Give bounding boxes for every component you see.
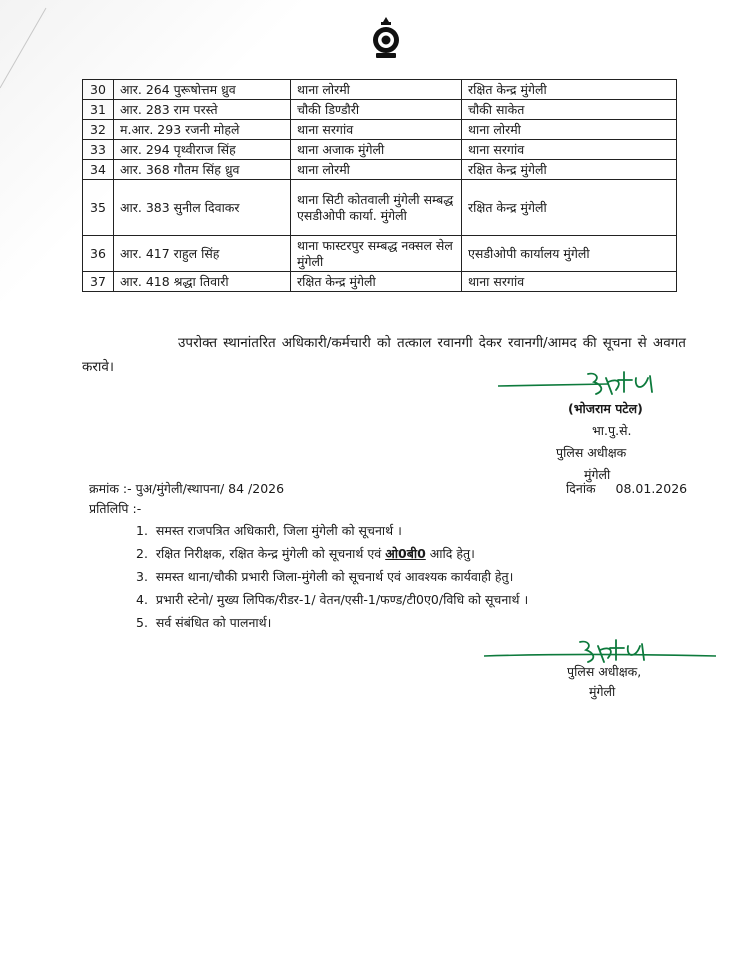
- to-cell: थाना सरगांव: [462, 272, 677, 292]
- signatory-service: भा.पु.से.: [592, 423, 632, 438]
- item-number: 1.: [136, 523, 148, 538]
- list-item: [136, 565, 528, 588]
- signatory-block-2: [567, 662, 641, 702]
- list-item: [136, 611, 528, 634]
- signatory2-designation: पुलिस अधीक्षक,: [567, 664, 642, 679]
- date-value: 08.01.2026: [615, 481, 688, 496]
- item-text: समस्त राजपत्रित अधिकारी, जिला मुंगेली को सूचनार्थ ।: [155, 523, 402, 538]
- name-cell: आर. 264 पुरूषोत्तम ध्रुव: [114, 80, 291, 100]
- from-cell: रक्षित केन्द्र मुंगेली: [291, 272, 462, 292]
- to-cell: थाना लोरमी: [462, 120, 677, 140]
- serial-cell: 33: [83, 140, 114, 160]
- signatory2-place: मुंगेली: [589, 684, 616, 699]
- copy-list: [136, 519, 528, 634]
- table-row: [83, 100, 677, 120]
- serial-cell: 37: [83, 272, 114, 292]
- date-label: दिनांक: [566, 481, 596, 496]
- serial-cell: 34: [83, 160, 114, 180]
- item-text: समस्त थाना/चौकी प्रभारी जिला-मुंगेली को सूचनार्थ एवं आवश्यक कार्यवाही हेतु।: [155, 569, 514, 584]
- item-number: 3.: [136, 569, 148, 584]
- signatory-block: [556, 398, 643, 486]
- to-cell: रक्षित केन्द्र मुंगेली: [462, 80, 677, 100]
- from-cell: थाना सरगांव: [291, 120, 462, 140]
- table-row: [83, 140, 677, 160]
- serial-cell: 31: [83, 100, 114, 120]
- copy-heading: प्रतिलिपि :-: [89, 501, 142, 516]
- list-item: [136, 542, 528, 565]
- from-cell: चौकी डिण्डौरी: [291, 100, 462, 120]
- item-number: 2.: [136, 546, 148, 561]
- item-emphasis: ओ0बी0: [385, 546, 426, 561]
- name-cell: आर. 294 पृथ्वीराज सिंह: [114, 140, 291, 160]
- serial-cell: 30: [83, 80, 114, 100]
- table-row: [83, 236, 677, 272]
- name-cell: आर. 417 राहुल सिंह: [114, 236, 291, 272]
- to-cell: थाना सरगांव: [462, 140, 677, 160]
- table-row: [83, 180, 677, 236]
- item-text: प्रभारी स्टेनो/ मुख्य लिपिक/रीडर-1/ वेतन/एसी-1/फण्ड/टी0ए0/विधि को सूचनार्थ ।: [155, 592, 529, 607]
- item-text: रक्षित निरीक्षक, रक्षित केन्द्र मुंगेली को सूचनार्थ एवं: [155, 546, 386, 561]
- to-cell: रक्षित केन्द्र मुंगेली: [462, 160, 677, 180]
- reference-number: क्रमांक :- पुअ/मुंगेली/स्थापना/ 84 /2026: [89, 481, 285, 496]
- list-item: [136, 519, 528, 542]
- serial-cell: 35: [83, 180, 114, 236]
- list-item: [136, 588, 528, 611]
- table-row: [83, 160, 677, 180]
- signatory-designation: पुलिस अधीक्षक: [556, 445, 627, 460]
- from-cell: थाना सिटी कोतवाली मुंगेली सम्बद्ध एसडीओपी कार्या. मुंगेली: [291, 180, 462, 236]
- signatory-name: (भोजराम पटेल): [568, 401, 643, 416]
- signatory-place: मुंगेली: [584, 467, 611, 482]
- to-cell: रक्षित केन्द्र मुंगेली: [462, 180, 677, 236]
- to-cell: चौकी साकेत: [462, 100, 677, 120]
- name-cell: आर. 418 श्रद्धा तिवारी: [114, 272, 291, 292]
- serial-cell: 36: [83, 236, 114, 272]
- instruction-text: उपरोक्त स्थानांतरित अधिकारी/कर्मचारी को तत्काल रवानगी देकर रवानगी/आमद की सूचना से अवगत करावे।: [82, 335, 686, 375]
- table-row: [83, 80, 677, 100]
- from-cell: थाना लोरमी: [291, 160, 462, 180]
- table-row: [83, 272, 677, 292]
- name-cell: म.आर. 293 रजनी मोहले: [114, 120, 291, 140]
- police-emblem-icon: [370, 16, 402, 60]
- from-cell: थाना अजाक मुंगेली: [291, 140, 462, 160]
- item-number: 5.: [136, 615, 148, 630]
- item-number: 4.: [136, 592, 148, 607]
- item-text: सर्व संबंधित को पालनार्थ।: [155, 615, 272, 630]
- name-cell: आर. 383 सुनील दिवाकर: [114, 180, 291, 236]
- from-cell: थाना लोरमी: [291, 80, 462, 100]
- serial-cell: 32: [83, 120, 114, 140]
- reference-date: [566, 480, 687, 497]
- table-row: [83, 120, 677, 140]
- to-cell: एसडीओपी कार्यालय मुंगेली: [462, 236, 677, 272]
- from-cell: थाना फास्टरपुर सम्बद्ध नक्सल सेल मुंगेली: [291, 236, 462, 272]
- item-text-end: आदि हेतु।: [425, 546, 475, 561]
- transfer-table: [82, 79, 677, 292]
- name-cell: आर. 368 गौतम सिंह ध्रुव: [114, 160, 291, 180]
- name-cell: आर. 283 राम परस्ते: [114, 100, 291, 120]
